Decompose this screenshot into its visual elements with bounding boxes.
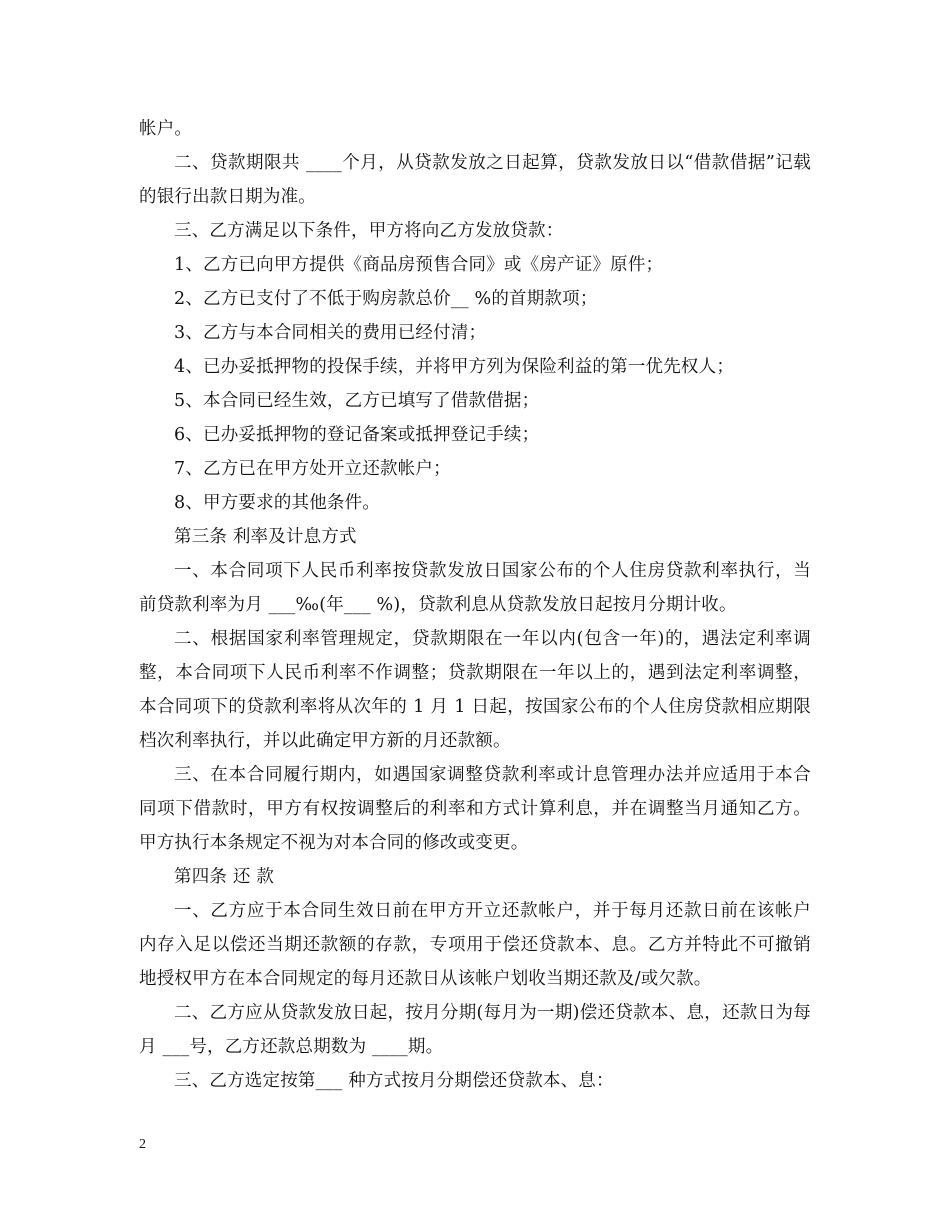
paragraph: 三、在本合同履行期内，如遇国家调整贷款利率或计息管理办法并应适用于本合同项下借款时，甲方有权按调整后的利率和方式计算利息，并在调整当月通知乙方。甲方执行本条规定不视为对本合同的修改或变更。	[139, 765, 811, 853]
document-body	[139, 112, 811, 1098]
paragraph: 二、乙方应从贷款发放日起，按月分期(每月为一期)偿还贷款本、息，还款日为每月 ___号，乙方还款总期数为 ____期。	[139, 1003, 811, 1057]
list-item: 1、乙方已向甲方提供《商品房预售合同》或《房产证》原件；	[174, 255, 664, 275]
list-item: 4、已办妥抵押物的投保手续，并将甲方列为保险利益的第一优先权人；	[174, 357, 735, 377]
list-item: 5、本合同已经生效，乙方已填写了借款借据；	[174, 391, 540, 411]
list-item: 7、乙方已在甲方处开立还款帐户；	[174, 459, 451, 479]
list-item: 8、甲方要求的其他条件。	[174, 493, 381, 513]
list-item: 6、已办妥抵押物的登记备案或抵押登记手续；	[174, 425, 540, 445]
list-item: 3、乙方与本合同相关的费用已经付清；	[174, 323, 487, 343]
paragraph: 一、乙方应于本合同生效日前在甲方开立还款帐户，并于每月还款日前在该帐户内存入足以偿还当期还款额的存款，专项用于偿还贷款本、息。乙方并特此不可撤销地授权甲方在本合同规定的每月还款日从该帐户划收当期还款及/或欠款。	[139, 901, 811, 989]
paragraph: 三、乙方满足以下条件，甲方将向乙方发放贷款：	[174, 221, 564, 241]
list-item: 2、乙方已支付了不低于购房款总价__ %的首期款项；	[174, 289, 598, 309]
page-number: 2	[139, 1137, 146, 1152]
paragraph: 二、贷款期限共 ____个月，从贷款发放之日起算，贷款发放日以“借款借据”记载的银行出款日期为准。	[139, 153, 811, 207]
paragraph: 帐户。	[139, 119, 193, 139]
paragraph: 三、乙方选定按第___ 种方式按月分期偿还贷款本、息：	[174, 1071, 614, 1091]
section-heading: 第四条 还 款	[174, 867, 275, 887]
paragraph: 一、本合同项下人民币利率按贷款发放日国家公布的个人住房贷款利率执行，当前贷款利率为月 ___‰(年___ %)，贷款利息从贷款发放日起按月分期计收。	[139, 561, 811, 615]
paragraph: 二、根据国家利率管理规定，贷款期限在一年以内(包含一年)的，遇法定利率调整，本合同项下人民币利率不作调整；贷款期限在一年以上的，遇到法定利率调整，本合同项下的贷款利率将从次年的 1 月 1 日起，按国家公布的个人住房贷款相应期限档次利率执行，并以此确定甲方新的月还款额。	[139, 629, 811, 751]
section-heading: 第三条 利率及计息方式	[174, 527, 357, 547]
